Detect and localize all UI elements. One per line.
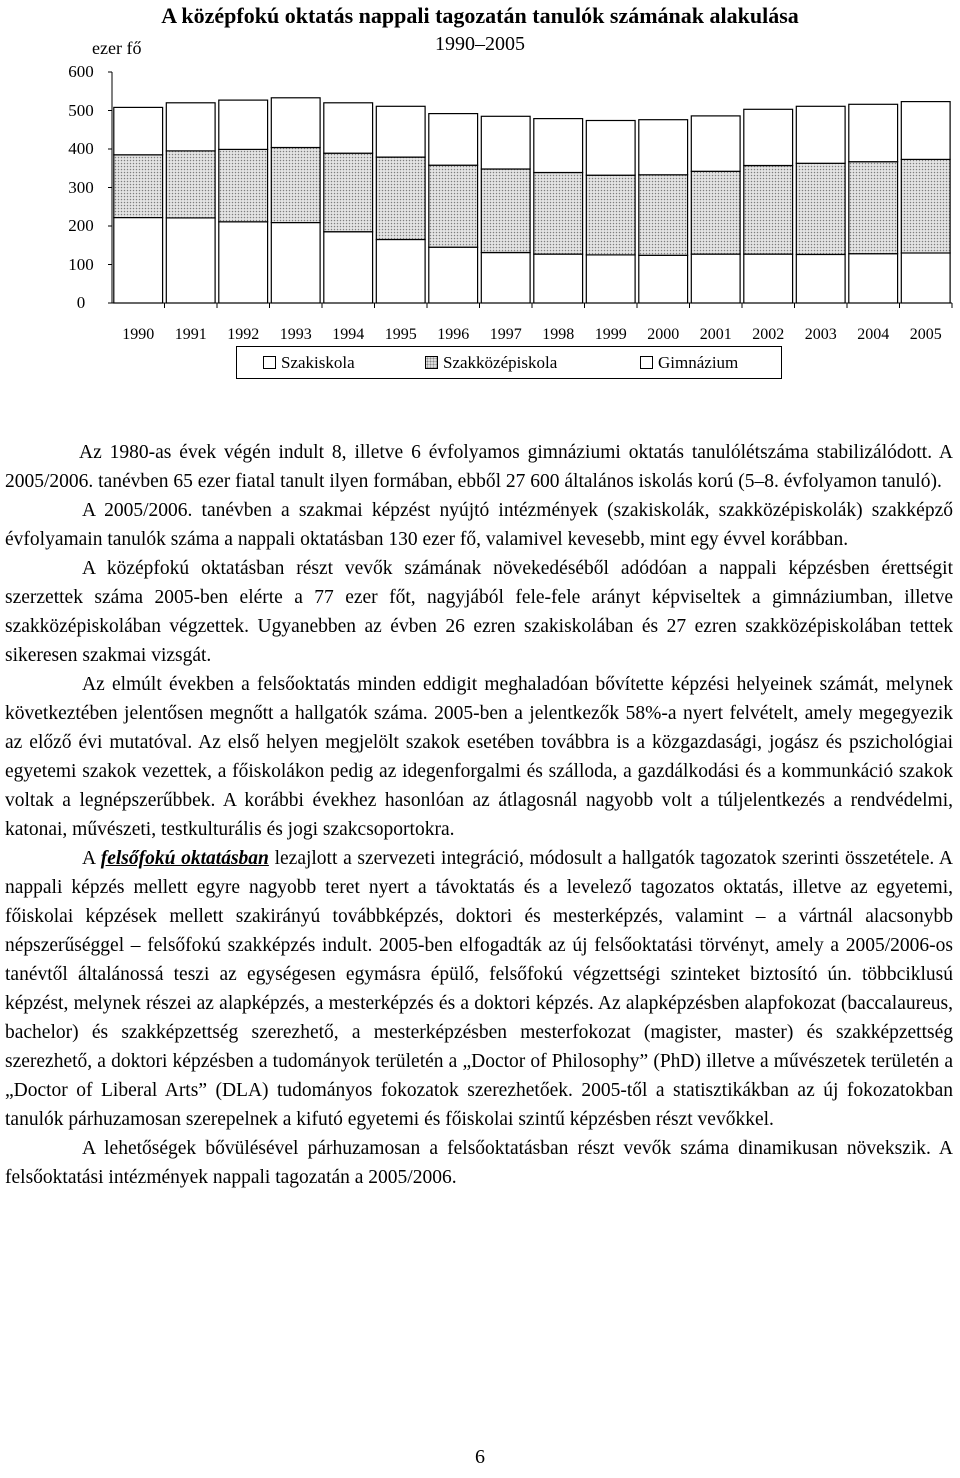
legend-swatch-gimnazium xyxy=(640,356,653,369)
bar-segment-szakiskola-2000 xyxy=(639,255,688,303)
bar-segment-szakközépiskola-1996 xyxy=(429,165,478,247)
bar-segment-szakiskola-2005 xyxy=(901,253,950,303)
x-tick-label: 1993 xyxy=(279,326,312,343)
x-tick-label: 1997 xyxy=(489,326,522,343)
y-tick-label: 100 xyxy=(68,254,94,274)
page-number: 6 xyxy=(475,1446,485,1468)
bar-segment-gimnázium-1999 xyxy=(586,121,635,176)
x-tick-label: 1991 xyxy=(174,326,207,343)
bar-segment-szakiskola-2004 xyxy=(849,254,898,303)
bar-segment-szakiskola-2002 xyxy=(744,254,793,303)
x-tick-label: 2002 xyxy=(752,326,785,343)
legend-label-szakkozepiskola: Szakközépiskola xyxy=(443,353,558,372)
bar-segment-szakiskola-1995 xyxy=(376,240,425,304)
bar-segment-szakiskola-2001 xyxy=(691,254,740,303)
stacked-bar-chart xyxy=(0,0,960,330)
bar-segment-gimnázium-1993 xyxy=(271,98,320,148)
bar-segment-szakiskola-2003 xyxy=(796,255,845,304)
legend-label-gimnazium: Gimnázium xyxy=(658,353,739,372)
x-tick-label: 1999 xyxy=(594,326,627,343)
bar-segment-gimnázium-1992 xyxy=(219,100,268,149)
bar-segment-gimnázium-1991 xyxy=(166,103,215,151)
x-tick-label: 1992 xyxy=(227,326,260,343)
bar-segment-szakiskola-1996 xyxy=(429,247,478,303)
bar-segment-gimnázium-2003 xyxy=(796,106,845,163)
paragraph-6: A lehetőségek bővülésével párhuzamosan a felsőoktatásban részt vevők száma dinamikusan növekszik. A felsőoktatási intézmények nappali tagozatán a 2005/2006. xyxy=(5,1138,953,1188)
bar-segment-gimnázium-1997 xyxy=(481,116,530,169)
bar-segment-gimnázium-2004 xyxy=(849,104,898,161)
bar-segment-szakiskola-1993 xyxy=(271,223,320,304)
x-tick-label: 1998 xyxy=(542,326,575,343)
bar-segment-szakközépiskola-2000 xyxy=(639,175,688,256)
bar-segment-szakiskola-1997 xyxy=(481,253,530,303)
bar-segment-szakközépiskola-1995 xyxy=(376,157,425,239)
paragraph-5 xyxy=(5,844,953,1134)
bar-segment-szakközépiskola-2004 xyxy=(849,162,898,254)
bar-segment-gimnázium-1994 xyxy=(324,103,373,153)
bar-segment-szakközépiskola-2002 xyxy=(744,166,793,255)
x-tick-label: 2000 xyxy=(647,326,680,343)
bar-segment-szakközépiskola-1998 xyxy=(534,173,583,255)
bar-segment-szakiskola-1992 xyxy=(219,222,268,303)
bar-segment-gimnázium-2000 xyxy=(639,120,688,175)
bar-segment-szakközépiskola-2001 xyxy=(691,171,740,254)
bar-segment-gimnázium-2005 xyxy=(901,102,950,160)
legend-swatch-szakiskola xyxy=(263,356,276,369)
y-tick-label: 300 xyxy=(68,177,94,197)
paragraph-5-rest: lezajlott a szervezeti integráció, módosult a hallgatók tagozatok szerinti összetétele. A nappali képzés mellett egyre nagyobb teret nyert a távoktatás és a levelező tagozatos oktatás, illetve az egyetemi, főiskolai képzések mellett szakirányú továbbképzés, doktori és mesterképzés, valamint – a vártnál alacsonybb népszerűséggel – felsőfokú szakképzés indult. 2005-ben elfogadták az új felsőoktatási törvényt, amely a 2005/2006-os tanévtől általánossá teszi az egységesen egymásra épülő, felsőfokú végzettségi szinteket biztosító ún. többciklusú képzést, melynek részei az alapképzés, a mesterképzés és a doktori képzés. Az alapképzésben alapfokozat (baccalaureus, bachelor) és szakképzettség szerezhető, a mesterképzésben mesterfokozat (magister, master) és szakképzettség szerezhető, a doktori képzésben a tudományok területén a „Doctor of Philosophy” (PhD) illetve a művészetek területén a „Doctor of Liberal Arts” (DLA) tudományos fokozatok szerezhetőek. 2005-től a statisztikákban az új fokozatokban tanulók párhuzamosan szerepelnek a kifutó egyetemi és főiskolai szintű képzésben részt vevőkkel. xyxy=(5,848,953,1130)
bar-segment-gimnázium-2001 xyxy=(691,116,740,171)
x-tick-label: 1994 xyxy=(332,326,365,343)
bar-segment-szakközépiskola-2003 xyxy=(796,163,845,254)
bar-segment-szakközépiskola-1993 xyxy=(271,148,320,223)
x-tick-label: 2004 xyxy=(857,326,890,343)
bar-segment-szakközépiskola-1992 xyxy=(219,149,268,221)
bar-segment-szakközépiskola-1990 xyxy=(114,155,163,218)
paragraph-5-start: A xyxy=(82,848,101,869)
paragraph-4: Az elmúlt években a felsőoktatás minden eddigit meghaladóan bővítette képzési helyeinek számát, melynek következtében jelentősen megnőtt a hallgatók száma. 2005-ben a jelentkezők 58%-a nyert felvételt, amely megegyezik az előző évi mutatóval. Az első helyen megjelölt szakok esetében továbbra is a közgazdasági, jogász és pszichológiai egyetemi szakok vezettek, a főiskolákon pedig az idegenforgalmi és szálloda, a gazdálkodási és a kommunkáció szakok voltak a legnépszerűbbek. A korábbi évekhez hasonlóan az átlagosnál nagyobb volt a túljelentkezés a rendvédelmi, katonai, művészeti, testkulturális és jogi szakcsoportokra. xyxy=(5,674,953,840)
bar-segment-gimnázium-1995 xyxy=(376,106,425,157)
y-tick-label: 0 xyxy=(76,293,86,312)
x-tick-label: 1996 xyxy=(437,326,470,343)
x-tick-label: 1990 xyxy=(122,326,155,343)
chart-legend xyxy=(236,346,782,379)
x-tick-label: 2003 xyxy=(804,326,837,343)
paragraph-2: A 2005/2006. tanévben a szakmai képzést nyújtó intézmények (szakiskolák, szakközépiskolák) szakképző évfolyamain tanulók száma a nappali oktatásban 130 ezer fő, valamivel kevesebb, mint egy évvel korábban. xyxy=(5,500,953,550)
bar-segment-szakközépiskola-1999 xyxy=(586,175,635,255)
body-text xyxy=(5,438,953,1192)
y-tick-label: 500 xyxy=(68,100,94,120)
bar-segment-szakiskola-1994 xyxy=(324,232,373,303)
bar-segment-szakközépiskola-1991 xyxy=(166,151,215,218)
y-tick-label: 600 xyxy=(68,62,94,81)
y-axis-unit: ezer fő xyxy=(92,38,142,58)
legend-label-szakiskola: Szakiskola xyxy=(281,353,355,372)
bar-segment-szakiskola-1991 xyxy=(166,218,215,303)
chart-subtitle: 1990–2005 xyxy=(435,33,525,55)
y-tick-label: 400 xyxy=(68,139,94,158)
legend-swatch-szakkozepiskola xyxy=(425,356,438,369)
bar-segment-gimnázium-2002 xyxy=(744,109,793,165)
bar-segment-gimnázium-1990 xyxy=(114,107,163,154)
x-tick-label: 2005 xyxy=(909,326,942,343)
y-tick-label: 200 xyxy=(68,216,94,235)
emphasis-felsofoku: felsőfokú oktatásban xyxy=(100,848,269,869)
x-tick-label: 2001 xyxy=(699,326,732,343)
bar-segment-gimnázium-1996 xyxy=(429,114,478,166)
bar-segment-gimnázium-1998 xyxy=(534,119,583,173)
bar-segment-szakközépiskola-2005 xyxy=(901,159,950,253)
chart-title: A középfokú oktatás nappali tagozatán tanulók számának alakulása xyxy=(161,3,799,28)
bar-segment-szakiskola-1999 xyxy=(586,255,635,303)
bar-segment-szakiskola-1998 xyxy=(534,254,583,303)
paragraph-3: A középfokú oktatásban részt vevők számának növekedéséből adódóan a nappali képzésben érettségit szerzettek száma 2005-ben elérte a 77 ezer főt, nagyjából fele-fele arányt képviseltek a gimnáziumban, illetve szakközépiskolában végzettek. Ugyanebben az évben 26 ezren szakiskolában és 27 ezren szakközépiskolában tettek sikeresen szakmai vizsgát. xyxy=(5,558,953,666)
bar-segment-szakközépiskola-1997 xyxy=(481,169,530,253)
bar-segment-szakiskola-1990 xyxy=(114,218,163,304)
x-tick-label: 1995 xyxy=(384,326,417,343)
bar-segment-szakközépiskola-1994 xyxy=(324,153,373,232)
paragraph-1: Az 1980-as évek végén indult 8, illetve 6 évfolyamos gimnáziumi oktatás tanulólétszáma stabilizálódott. A 2005/2006. tanévben 65 ezer fiatal tanult ilyen formában, ebből 27 600 általános iskolás korú (5–8. évfolyamon tanuló). xyxy=(5,442,953,492)
